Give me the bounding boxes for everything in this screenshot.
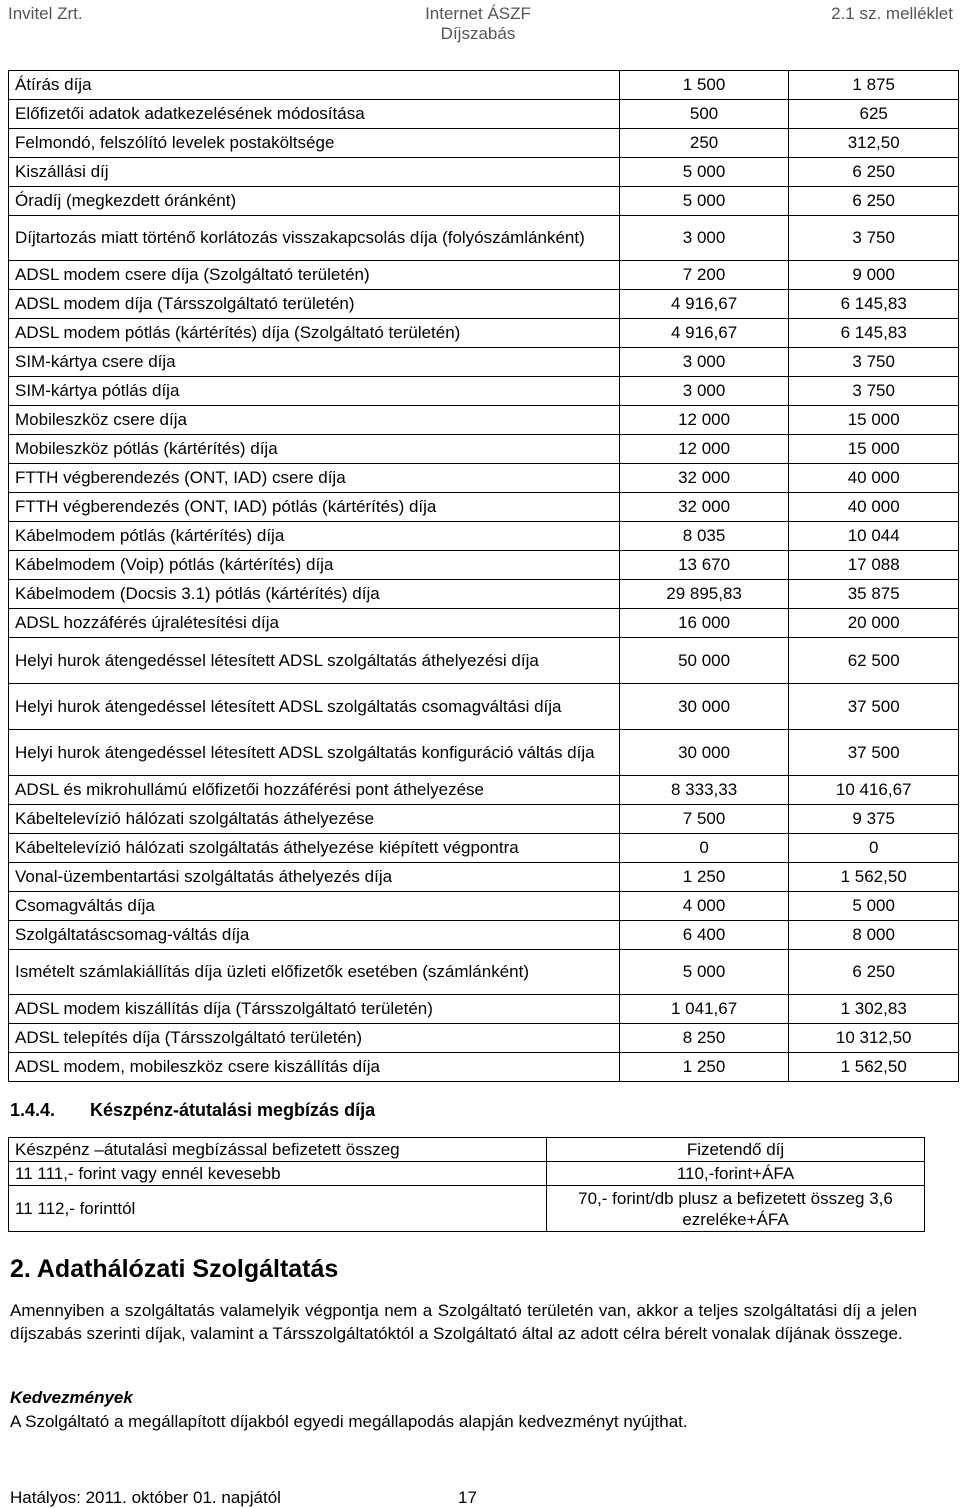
fee-name-cell: SIM-kártya csere díja — [9, 348, 620, 377]
table-row — [9, 100, 959, 129]
fee-name-cell: Átírás díja — [9, 71, 620, 100]
fee-gross-cell: 40 000 — [789, 493, 959, 522]
table-row — [9, 1053, 959, 1082]
fee-net-cell: 16 000 — [619, 609, 789, 638]
fee-name-cell: FTTH végberendezés (ONT, IAD) pótlás (kártérítés) díja — [9, 493, 620, 522]
fee-name-cell: Kábelmodem pótlás (kártérítés) díja — [9, 522, 620, 551]
table-row — [9, 435, 959, 464]
cash-header-amount: Készpénz –átutalási megbízással befizetett összeg — [9, 1138, 547, 1162]
fee-gross-cell: 37 500 — [789, 684, 959, 730]
fee-gross-cell: 1 562,50 — [789, 863, 959, 892]
fee-name-cell: Vonal-üzembentartási szolgáltatás áthelyezés díja — [9, 863, 620, 892]
table-row — [9, 290, 959, 319]
fee-name-cell: Kábeltelevízió hálózati szolgáltatás áthelyezése — [9, 805, 620, 834]
fee-name-cell: Díjtartozás miatt történő korlátozás visszakapcsolás díja (folyószámlánként) — [9, 216, 620, 261]
header-title — [378, 4, 578, 44]
fee-gross-cell: 9 000 — [789, 261, 959, 290]
section-network-heading: 2. Adathálózati Szolgáltatás — [10, 1255, 339, 1283]
fee-gross-cell: 40 000 — [789, 464, 959, 493]
fee-gross-cell: 1 302,83 — [789, 995, 959, 1024]
fee-gross-cell: 17 088 — [789, 551, 959, 580]
cash-header-fee: Fizetendő díj — [547, 1138, 925, 1162]
table-row — [9, 522, 959, 551]
fee-name-cell: SIM-kártya pótlás díja — [9, 377, 620, 406]
fee-name-cell: ADSL modem, mobileszköz csere kiszállítás díja — [9, 1053, 620, 1082]
fee-name-cell: Csomagváltás díja — [9, 892, 620, 921]
fee-net-cell: 4 916,67 — [619, 319, 789, 348]
header-appendix: 2.1 sz. melléklet — [831, 4, 953, 23]
fee-gross-cell: 3 750 — [789, 216, 959, 261]
fee-gross-cell: 3 750 — [789, 377, 959, 406]
fee-net-cell: 30 000 — [619, 730, 789, 776]
fee-name-cell: Előfizetői adatok adatkezelésének módosítása — [9, 100, 620, 129]
fee-gross-cell: 1 875 — [789, 71, 959, 100]
table-row — [9, 805, 959, 834]
table-row — [9, 187, 959, 216]
table-row — [9, 892, 959, 921]
table-row — [9, 638, 959, 684]
fee-net-cell: 7 200 — [619, 261, 789, 290]
fee-name-cell: ADSL és mikrohullámú előfizetői hozzáférési pont áthelyezése — [9, 776, 620, 805]
fee-name-cell: ADSL modem kiszállítás díja (Társszolgáltató területén) — [9, 995, 620, 1024]
fee-net-cell: 13 670 — [619, 551, 789, 580]
discounts-title: Kedvezmények — [10, 1388, 133, 1407]
cash-fee-table — [8, 1137, 925, 1232]
table-row — [9, 377, 959, 406]
cash-amount-cell: 11 111,- forint vagy ennél kevesebb — [9, 1162, 547, 1186]
table-row — [9, 1024, 959, 1053]
fee-net-cell: 6 400 — [619, 921, 789, 950]
fee-gross-cell: 9 375 — [789, 805, 959, 834]
fee-net-cell: 12 000 — [619, 406, 789, 435]
fee-name-cell: Kábelmodem (Voip) pótlás (kártérítés) díja — [9, 551, 620, 580]
table-row — [9, 684, 959, 730]
table-row — [9, 464, 959, 493]
fee-net-cell: 1 250 — [619, 1053, 789, 1082]
fee-net-cell: 50 000 — [619, 638, 789, 684]
fee-net-cell: 3 000 — [619, 377, 789, 406]
table-row — [9, 1186, 925, 1232]
fee-name-cell: Mobileszköz csere díja — [9, 406, 620, 435]
fee-net-cell: 1 250 — [619, 863, 789, 892]
header-company: Invitel Zrt. — [8, 4, 83, 23]
table-row — [9, 493, 959, 522]
page-number: 17 — [458, 1488, 477, 1507]
fee-name-cell: Kábelmodem (Docsis 3.1) pótlás (kártérítés) díja — [9, 580, 620, 609]
table-row — [9, 551, 959, 580]
fee-net-cell: 30 000 — [619, 684, 789, 730]
fee-net-cell: 32 000 — [619, 464, 789, 493]
fee-name-cell: Kábeltelevízió hálózati szolgáltatás áthelyezése kiépített végpontra — [9, 834, 620, 863]
fee-net-cell: 29 895,83 — [619, 580, 789, 609]
fee-net-cell: 5 000 — [619, 187, 789, 216]
fee-net-cell: 0 — [619, 834, 789, 863]
fee-gross-cell: 10 416,67 — [789, 776, 959, 805]
fee-net-cell: 5 000 — [619, 158, 789, 187]
table-row — [9, 319, 959, 348]
fee-gross-cell: 10 044 — [789, 522, 959, 551]
table-row — [9, 776, 959, 805]
fee-net-cell: 32 000 — [619, 493, 789, 522]
fee-net-cell: 1 041,67 — [619, 995, 789, 1024]
discounts-text: A Szolgáltató a megállapított díjakból egyedi megállapodás alapján kedvezményt nyújthat. — [10, 1412, 688, 1431]
fee-name-cell: ADSL telepítés díja (Társszolgáltató területén) — [9, 1024, 620, 1053]
table-row — [9, 348, 959, 377]
fee-gross-cell: 3 750 — [789, 348, 959, 377]
fee-gross-cell: 0 — [789, 834, 959, 863]
fee-net-cell: 1 500 — [619, 71, 789, 100]
fee-gross-cell: 62 500 — [789, 638, 959, 684]
section-title: Készpénz-átutalási megbízás díja — [90, 1100, 376, 1120]
fee-name-cell: ADSL modem díja (Társszolgáltató területén) — [9, 290, 620, 319]
table-row — [9, 730, 959, 776]
fee-net-cell: 12 000 — [619, 435, 789, 464]
fee-net-cell: 7 500 — [619, 805, 789, 834]
fee-gross-cell: 10 312,50 — [789, 1024, 959, 1053]
fee-name-cell: Mobileszköz pótlás (kártérítés) díja — [9, 435, 620, 464]
fee-gross-cell: 6 145,83 — [789, 290, 959, 319]
fee-gross-cell: 6 250 — [789, 158, 959, 187]
fee-name-cell: Helyi hurok átengedéssel létesített ADSL szolgáltatás áthelyezési díja — [9, 638, 620, 684]
table-row — [9, 609, 959, 638]
table-row — [9, 834, 959, 863]
fee-gross-cell: 625 — [789, 100, 959, 129]
fee-net-cell: 8 250 — [619, 1024, 789, 1053]
fee-name-cell: Kiszállási díj — [9, 158, 620, 187]
cash-fee-cell: 110,-forint+ÁFA — [547, 1162, 925, 1186]
fee-net-cell: 3 000 — [619, 216, 789, 261]
fee-name-cell: Felmondó, felszólító levelek postaköltsége — [9, 129, 620, 158]
fee-name-cell: Ismételt számlakiállítás díja üzleti előfizetők esetében (számlánként) — [9, 950, 620, 995]
fee-net-cell: 8 035 — [619, 522, 789, 551]
fee-net-cell: 3 000 — [619, 348, 789, 377]
section-cash-heading — [10, 1100, 375, 1121]
footer-effective-date: Hatályos: 2011. október 01. napjától — [10, 1488, 281, 1507]
section-number: 1.4.4. — [10, 1100, 56, 1120]
table-row — [9, 261, 959, 290]
table-row — [9, 863, 959, 892]
fee-gross-cell: 1 562,50 — [789, 1053, 959, 1082]
fee-gross-cell: 15 000 — [789, 435, 959, 464]
fee-net-cell: 8 333,33 — [619, 776, 789, 805]
table-row — [9, 580, 959, 609]
fee-gross-cell: 5 000 — [789, 892, 959, 921]
table-row — [9, 158, 959, 187]
fee-table — [8, 70, 959, 1082]
fee-net-cell: 4 000 — [619, 892, 789, 921]
fee-gross-cell: 37 500 — [789, 730, 959, 776]
fee-gross-cell: 15 000 — [789, 406, 959, 435]
fee-net-cell: 4 916,67 — [619, 290, 789, 319]
fee-name-cell: ADSL hozzáférés újralétesítési díja — [9, 609, 620, 638]
fee-net-cell: 5 000 — [619, 950, 789, 995]
table-row — [9, 129, 959, 158]
table-row — [9, 1162, 925, 1186]
table-row — [9, 995, 959, 1024]
header-doc-subtitle: Díjszabás — [440, 24, 516, 43]
fee-gross-cell: 35 875 — [789, 580, 959, 609]
table-row — [9, 71, 959, 100]
fee-net-cell: 500 — [619, 100, 789, 129]
fee-table-body — [9, 71, 959, 1082]
fee-gross-cell: 6 145,83 — [789, 319, 959, 348]
fee-name-cell: Óradíj (megkezdett óránként) — [9, 187, 620, 216]
fee-gross-cell: 8 000 — [789, 921, 959, 950]
table-row — [9, 216, 959, 261]
network-paragraph: Amennyiben a szolgáltatás valamelyik végpontja nem a Szolgáltató területén van, akkor a teljes szolgáltatási díj a jelen díjszabás szerinti díjak, valamint a Társszolgáltatóktól a Szolgáltató által az adott célra bérelt vonalak díjának összege. — [10, 1301, 917, 1343]
cash-fee-cell: 70,- forint/db plusz a befizetett összeg 3,6 ezreléke+ÁFA — [547, 1186, 925, 1232]
fee-name-cell: ADSL modem csere díja (Szolgáltató területén) — [9, 261, 620, 290]
fee-gross-cell: 6 250 — [789, 187, 959, 216]
fee-gross-cell: 312,50 — [789, 129, 959, 158]
fee-name-cell: Szolgáltatáscsomag-váltás díja — [9, 921, 620, 950]
fee-name-cell: Helyi hurok átengedéssel létesített ADSL szolgáltatás csomagváltási díja — [9, 684, 620, 730]
fee-gross-cell: 20 000 — [789, 609, 959, 638]
fee-name-cell: ADSL modem pótlás (kártérítés) díja (Szolgáltató területén) — [9, 319, 620, 348]
header-doc-title: Internet ÁSZF — [425, 4, 531, 23]
table-row — [9, 950, 959, 995]
fee-gross-cell: 6 250 — [789, 950, 959, 995]
table-row — [9, 921, 959, 950]
cash-table-header-row — [9, 1138, 925, 1162]
fee-name-cell: Helyi hurok átengedéssel létesített ADSL szolgáltatás konfiguráció váltás díja — [9, 730, 620, 776]
table-row — [9, 406, 959, 435]
cash-amount-cell: 11 112,- forinttól — [9, 1186, 547, 1232]
fee-net-cell: 250 — [619, 129, 789, 158]
fee-name-cell: FTTH végberendezés (ONT, IAD) csere díja — [9, 464, 620, 493]
